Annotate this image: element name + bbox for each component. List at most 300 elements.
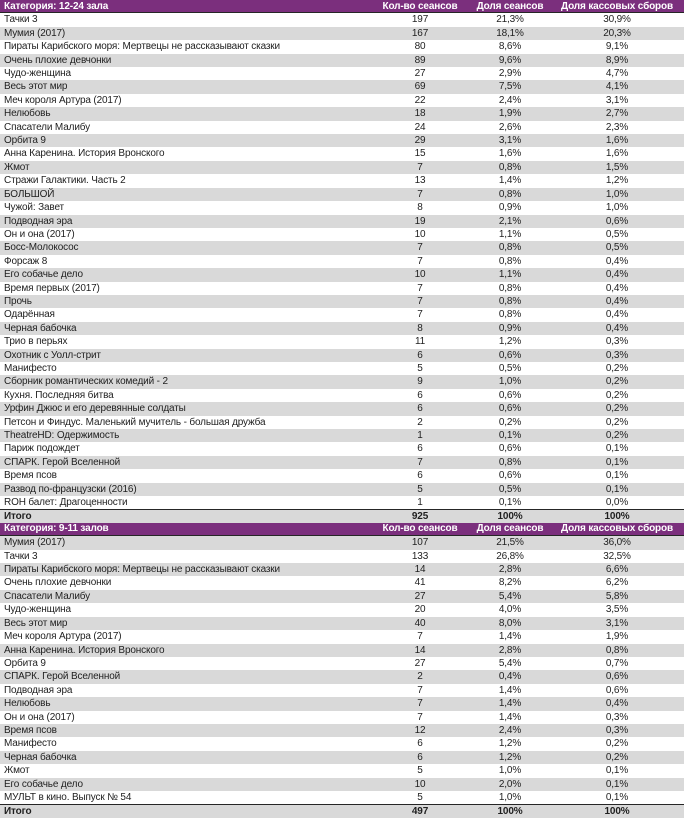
movie-row xyxy=(0,469,684,482)
sessions-share-cell: 1,1% xyxy=(498,269,522,281)
sessions-count-cell: 6 xyxy=(417,751,423,763)
movie-title-cell: Время псов xyxy=(4,724,57,736)
box-office-share-cell: 1,9% xyxy=(605,631,629,643)
sessions-share-cell: 1,0% xyxy=(498,376,522,388)
movie-title-cell: Черная бабочка xyxy=(4,322,77,334)
movie-row xyxy=(0,764,684,777)
box-office-share-cell: 30,9% xyxy=(603,14,631,26)
sessions-count-cell: 19 xyxy=(414,215,426,227)
box-office-share-cell: 0,2% xyxy=(605,416,629,428)
sessions-count-cell: 167 xyxy=(411,27,429,39)
movie-row xyxy=(0,442,684,455)
movie-row xyxy=(0,778,684,791)
movie-title-cell: Весь этот мир xyxy=(4,617,68,629)
sessions-count-cell: 133 xyxy=(411,550,429,562)
movie-title-cell: Жмот xyxy=(4,765,30,777)
movie-title-cell: Петсон и Финдус. Маленький мучитель - большая дружба xyxy=(4,416,266,428)
sessions-count-cell: 6 xyxy=(417,389,423,401)
box-office-share-cell: 0,1% xyxy=(605,456,629,468)
section-title: Категория: 12-24 зала xyxy=(4,0,109,12)
movie-row xyxy=(0,161,684,174)
movie-title-cell: Пираты Карибского моря: Мертвецы не рассказывают сказки xyxy=(4,564,280,576)
movie-row xyxy=(0,134,684,147)
movie-row xyxy=(0,657,684,670)
section-header-row xyxy=(0,0,684,13)
sessions-share-cell: 5,4% xyxy=(498,657,522,669)
sessions-count-cell: 6 xyxy=(417,738,423,750)
box-office-share-cell: 100% xyxy=(604,510,630,522)
movie-row xyxy=(0,188,684,201)
movie-row xyxy=(0,617,684,630)
box-office-share-cell: 5,8% xyxy=(605,590,629,602)
column-header-box-share: Доля кассовых сборов xyxy=(561,0,673,12)
movie-title-cell: Париж подождет xyxy=(4,443,80,455)
sessions-share-cell: 0,8% xyxy=(498,242,522,254)
box-office-share-cell: 36,0% xyxy=(603,537,631,549)
movie-title-cell: Орбита 9 xyxy=(4,135,46,147)
sessions-share-cell: 0,8% xyxy=(498,282,522,294)
sessions-count-cell: 9 xyxy=(417,376,423,388)
movie-row xyxy=(0,416,684,429)
box-office-share-cell: 2,3% xyxy=(605,121,629,133)
box-office-share-cell: 0,3% xyxy=(605,349,629,361)
movie-row xyxy=(0,483,684,496)
sessions-count-cell: 7 xyxy=(417,255,423,267)
movie-row xyxy=(0,282,684,295)
sessions-share-cell: 0,9% xyxy=(498,202,522,214)
movie-row xyxy=(0,362,684,375)
sessions-count-cell: 6 xyxy=(417,470,423,482)
sessions-count-cell: 10 xyxy=(414,778,426,790)
box-office-share-cell: 0,4% xyxy=(605,255,629,267)
sessions-count-cell: 14 xyxy=(414,564,426,576)
sessions-share-cell: 9,6% xyxy=(498,54,522,66)
movie-row xyxy=(0,94,684,107)
sessions-count-cell: 7 xyxy=(417,698,423,710)
sessions-count-cell: 6 xyxy=(417,443,423,455)
sessions-count-cell: 497 xyxy=(411,805,429,817)
movie-title-cell: Манифесто xyxy=(4,362,57,374)
movie-title-cell: Очень плохие девчонки xyxy=(4,54,112,66)
sessions-share-cell: 8,6% xyxy=(498,41,522,53)
box-office-share-cell: 6,2% xyxy=(605,577,629,589)
box-office-share-cell: 0,2% xyxy=(605,430,629,441)
movie-title-cell: Спасатели Малибу xyxy=(4,590,90,602)
movie-title-cell: Мумия (2017) xyxy=(4,27,66,39)
movie-title-cell: Итого xyxy=(4,805,32,817)
movie-title-cell: Манифесто xyxy=(4,738,57,750)
column-header-sessions: Кол-во сеансов xyxy=(382,0,458,12)
sessions-count-cell: 14 xyxy=(414,644,426,656)
sessions-share-cell: 100% xyxy=(497,510,523,522)
movie-title-cell: Меч короля Артура (2017) xyxy=(4,94,122,106)
box-office-share-cell: 0,4% xyxy=(605,295,629,307)
sessions-count-cell: 69 xyxy=(414,81,426,93)
sessions-count-cell: 22 xyxy=(414,94,426,106)
sessions-share-cell: 1,4% xyxy=(498,175,522,187)
sessions-count-cell: 40 xyxy=(414,617,426,629)
movie-title-cell: Тачки 3 xyxy=(4,550,38,562)
movie-row xyxy=(0,684,684,697)
movie-title-cell: ROH балет: Драгоценности xyxy=(4,497,128,509)
movie-row xyxy=(0,121,684,134)
sessions-share-cell: 1,4% xyxy=(498,711,522,723)
movie-row xyxy=(0,590,684,603)
sessions-count-cell: 2 xyxy=(417,416,423,428)
box-office-share-cell: 3,1% xyxy=(605,617,629,629)
sessions-share-cell: 0,6% xyxy=(498,349,522,361)
sessions-count-cell: 10 xyxy=(414,269,426,281)
sessions-count-cell: 15 xyxy=(414,148,426,160)
sessions-share-cell: 2,8% xyxy=(498,564,522,576)
movie-title-cell: Он и она (2017) xyxy=(4,228,75,240)
box-office-share-cell: 100% xyxy=(604,805,630,817)
movie-row xyxy=(0,603,684,616)
box-office-share-cell: 0,4% xyxy=(605,269,629,281)
sessions-count-cell: 197 xyxy=(411,14,429,26)
box-office-share-cell: 0,3% xyxy=(605,336,629,348)
box-office-share-cell: 4,7% xyxy=(605,68,629,80)
movie-title-cell: Форсаж 8 xyxy=(4,255,48,267)
movie-title-cell: МУЛЬТ в кино. Выпуск № 54 xyxy=(4,791,132,803)
movie-row xyxy=(0,563,684,576)
column-header-sessions-share: Доля сеансов xyxy=(476,0,544,12)
sessions-count-cell: 11 xyxy=(414,336,426,348)
movie-title-cell: Чудо-женщина xyxy=(4,604,71,616)
box-office-share-cell: 1,0% xyxy=(605,202,629,214)
box-office-share-cell: 0,3% xyxy=(605,724,629,736)
movie-title-cell: СПАРК. Герой Вселенной xyxy=(4,671,121,683)
sessions-share-cell: 21,3% xyxy=(496,14,524,26)
box-office-share-cell: 20,3% xyxy=(603,27,631,39)
movie-row xyxy=(0,27,684,40)
movie-row xyxy=(0,576,684,589)
sessions-count-cell: 18 xyxy=(414,108,426,120)
movie-row xyxy=(0,389,684,402)
movie-row xyxy=(0,241,684,254)
box-office-share-cell: 1,0% xyxy=(605,188,629,200)
box-office-share-cell: 1,6% xyxy=(605,135,629,147)
sessions-count-cell: 7 xyxy=(417,631,423,643)
movie-row xyxy=(0,711,684,724)
box-office-share-cell: 0,6% xyxy=(605,671,629,683)
movie-title-cell: Черная бабочка xyxy=(4,751,77,763)
box-office-share-cell: 9,1% xyxy=(605,41,629,53)
movie-title-cell: Стражи Галактики. Часть 2 xyxy=(4,175,126,187)
sessions-share-cell: 1,6% xyxy=(498,148,522,160)
movie-title-cell: Очень плохие девчонки xyxy=(4,577,112,589)
sessions-count-cell: 5 xyxy=(417,483,423,495)
movie-title-cell: Урфин Джюс и его деревянные солдаты xyxy=(4,403,186,415)
sessions-count-cell: 7 xyxy=(417,295,423,307)
box-office-share-cell: 0,2% xyxy=(605,751,629,763)
movie-title-cell: БОЛЬШОЙ xyxy=(4,188,55,200)
sessions-share-cell: 1,1% xyxy=(498,228,522,240)
movie-row xyxy=(0,550,684,563)
sessions-count-cell: 29 xyxy=(414,135,426,147)
box-office-share-cell: 6,6% xyxy=(605,564,629,576)
movie-row xyxy=(0,751,684,764)
movie-row xyxy=(0,13,684,26)
box-office-share-cell: 32,5% xyxy=(603,550,631,562)
box-office-share-cell: 0,4% xyxy=(605,698,629,710)
movie-title-cell: Охотник с Уолл-стрит xyxy=(4,349,101,361)
sessions-share-cell: 1,4% xyxy=(498,698,522,710)
sessions-count-cell: 925 xyxy=(411,510,429,522)
box-office-share-cell: 0,1% xyxy=(605,483,629,495)
total-row xyxy=(0,509,684,522)
movie-title-cell: Меч короля Артура (2017) xyxy=(4,631,122,643)
box-office-share-cell: 0,2% xyxy=(605,389,629,401)
movie-title-cell: TheatreHD: Одержимость xyxy=(4,430,120,441)
box-office-share-cell: 0,2% xyxy=(605,738,629,750)
sessions-count-cell: 7 xyxy=(417,711,423,723)
box-office-share-cell: 2,7% xyxy=(605,108,629,120)
movie-title-cell: Время первых (2017) xyxy=(4,282,100,294)
sessions-count-cell: 12 xyxy=(414,724,426,736)
box-office-share-cell: 0,2% xyxy=(605,362,629,374)
movie-row xyxy=(0,630,684,643)
movie-row xyxy=(0,429,684,442)
box-office-share-cell: 0,5% xyxy=(605,228,629,240)
sessions-count-cell: 5 xyxy=(417,765,423,777)
sessions-share-cell: 2,1% xyxy=(498,215,522,227)
movie-row xyxy=(0,308,684,321)
sessions-share-cell: 0,8% xyxy=(498,255,522,267)
sessions-share-cell: 1,4% xyxy=(498,684,522,696)
box-office-share-cell: 0,4% xyxy=(605,309,629,321)
sessions-share-cell: 0,1% xyxy=(498,497,522,509)
sessions-share-cell: 1,2% xyxy=(498,751,522,763)
section-header-row xyxy=(0,523,684,536)
sessions-count-cell: 7 xyxy=(417,309,423,321)
column-header-box-share: Доля кассовых сборов xyxy=(561,523,673,535)
sessions-share-cell: 1,4% xyxy=(498,631,522,643)
movie-row xyxy=(0,295,684,308)
sessions-count-cell: 27 xyxy=(414,590,426,602)
movie-row xyxy=(0,255,684,268)
movie-row xyxy=(0,228,684,241)
movie-row xyxy=(0,737,684,750)
movie-title-cell: Нелюбовь xyxy=(4,108,51,120)
sessions-share-cell: 7,5% xyxy=(498,81,522,93)
movie-row xyxy=(0,697,684,710)
sessions-share-cell: 8,0% xyxy=(498,617,522,629)
column-header-sessions: Кол-во сеансов xyxy=(382,523,458,535)
movie-title-cell: Босс-Молокосос xyxy=(4,242,79,254)
movie-title-cell: Его собачье дело xyxy=(4,269,83,281)
sessions-share-cell: 21,5% xyxy=(496,537,524,549)
movie-row xyxy=(0,536,684,549)
box-office-share-cell: 8,9% xyxy=(605,54,629,66)
box-office-share-cell: 0,6% xyxy=(605,684,629,696)
box-office-share-cell: 0,2% xyxy=(605,403,629,415)
sessions-share-cell: 2,8% xyxy=(498,644,522,656)
movie-title-cell: СПАРК. Герой Вселенной xyxy=(4,456,121,468)
box-office-share-cell: 0,7% xyxy=(605,657,629,669)
sessions-count-cell: 8 xyxy=(417,202,423,214)
sessions-count-cell: 2 xyxy=(417,671,423,683)
box-office-share-cell: 0,1% xyxy=(605,778,629,790)
box-office-share-cell: 0,6% xyxy=(605,215,629,227)
box-office-share-cell: 0,5% xyxy=(605,242,629,254)
movie-title-cell: Одарённая xyxy=(4,309,55,321)
movie-row xyxy=(0,268,684,281)
sessions-share-cell: 0,6% xyxy=(498,443,522,455)
movie-row xyxy=(0,724,684,737)
sessions-count-cell: 5 xyxy=(417,362,423,374)
movie-row xyxy=(0,644,684,657)
category-section xyxy=(0,523,684,818)
sessions-share-cell: 0,8% xyxy=(498,188,522,200)
sessions-share-cell: 0,8% xyxy=(498,456,522,468)
box-office-share-cell: 0,1% xyxy=(605,470,629,482)
box-office-share-cell: 0,1% xyxy=(605,791,629,803)
sessions-share-cell: 2,9% xyxy=(498,68,522,80)
movie-title-cell: Жмот xyxy=(4,161,30,173)
movie-row xyxy=(0,402,684,415)
movie-row xyxy=(0,67,684,80)
sessions-share-cell: 2,6% xyxy=(498,121,522,133)
sessions-count-cell: 1 xyxy=(417,497,423,509)
sessions-share-cell: 0,5% xyxy=(498,362,522,374)
sessions-count-cell: 7 xyxy=(417,456,423,468)
sessions-count-cell: 7 xyxy=(417,684,423,696)
sessions-share-cell: 0,5% xyxy=(498,483,522,495)
movie-title-cell: Чужой: Завет xyxy=(4,202,64,214)
sessions-share-cell: 2,4% xyxy=(498,724,522,736)
box-office-share-cell: 1,2% xyxy=(605,175,629,187)
box-office-share-cell: 3,1% xyxy=(605,94,629,106)
movie-title-cell: Трио в перьях xyxy=(4,336,68,348)
movie-title-cell: Подводная эра xyxy=(4,215,73,227)
movie-row xyxy=(0,215,684,228)
sessions-share-cell: 18,1% xyxy=(496,27,524,39)
movie-title-cell: Нелюбовь xyxy=(4,698,51,710)
sessions-count-cell: 27 xyxy=(414,68,426,80)
sessions-count-cell: 107 xyxy=(411,537,429,549)
movie-row xyxy=(0,335,684,348)
movie-title-cell: Весь этот мир xyxy=(4,81,68,93)
movie-title-cell: Прочь xyxy=(4,295,32,307)
movie-row xyxy=(0,322,684,335)
sessions-share-cell: 0,6% xyxy=(498,403,522,415)
movie-row xyxy=(0,456,684,469)
sessions-share-cell: 4,0% xyxy=(498,604,522,616)
movie-title-cell: Орбита 9 xyxy=(4,657,46,669)
sessions-share-cell: 0,1% xyxy=(498,430,522,441)
movie-row xyxy=(0,201,684,214)
column-header-sessions-share: Доля сеансов xyxy=(476,523,544,535)
movie-title-cell: Кухня. Последняя битва xyxy=(4,389,114,401)
sessions-share-cell: 1,9% xyxy=(498,108,522,120)
sessions-count-cell: 27 xyxy=(414,657,426,669)
box-office-share-cell: 1,6% xyxy=(605,148,629,160)
movie-title-cell: Тачки 3 xyxy=(4,14,38,26)
sessions-share-cell: 1,2% xyxy=(498,336,522,348)
sessions-count-cell: 8 xyxy=(417,322,423,334)
total-row xyxy=(0,804,684,817)
movie-title-cell: Спасатели Малибу xyxy=(4,121,90,133)
sessions-count-cell: 6 xyxy=(417,349,423,361)
box-office-share-cell: 0,4% xyxy=(605,282,629,294)
sessions-share-cell: 5,4% xyxy=(498,590,522,602)
sessions-count-cell: 5 xyxy=(417,791,423,803)
movie-title-cell: Развод по-французски (2016) xyxy=(4,483,137,495)
box-office-share-cell: 4,1% xyxy=(605,81,629,93)
movie-row xyxy=(0,80,684,93)
movie-row xyxy=(0,54,684,67)
sessions-share-cell: 1,0% xyxy=(498,765,522,777)
movie-row xyxy=(0,496,684,509)
movie-row xyxy=(0,349,684,362)
sessions-share-cell: 0,8% xyxy=(498,295,522,307)
movie-title-cell: Мумия (2017) xyxy=(4,537,66,549)
movie-row xyxy=(0,174,684,187)
movie-row xyxy=(0,40,684,53)
sessions-share-cell: 0,8% xyxy=(498,161,522,173)
box-office-share-cell: 0,3% xyxy=(605,711,629,723)
sessions-count-cell: 24 xyxy=(414,121,426,133)
movie-title-cell: Сборник романтических комедий - 2 xyxy=(4,376,168,388)
movie-title-cell: Анна Каренина. История Вронского xyxy=(4,148,165,160)
sessions-count-cell: 20 xyxy=(414,604,426,616)
sessions-share-cell: 0,2% xyxy=(498,416,522,428)
movie-title-cell: Он и она (2017) xyxy=(4,711,75,723)
movie-title-cell: Итого xyxy=(4,510,32,522)
sessions-share-cell: 0,4% xyxy=(498,671,522,683)
sessions-count-cell: 89 xyxy=(414,54,426,66)
sessions-share-cell: 0,8% xyxy=(498,309,522,321)
sessions-share-cell: 2,0% xyxy=(498,778,522,790)
sessions-share-cell: 3,1% xyxy=(498,135,522,147)
movie-title-cell: Чудо-женщина xyxy=(4,68,71,80)
movie-title-cell: Анна Каренина. История Вронского xyxy=(4,644,165,656)
sessions-share-cell: 100% xyxy=(497,805,523,817)
sessions-share-cell: 0,6% xyxy=(498,389,522,401)
sessions-count-cell: 6 xyxy=(417,403,423,415)
box-office-share-cell: 0,1% xyxy=(605,765,629,777)
box-office-share-cell: 3,5% xyxy=(605,604,629,616)
movie-title-cell: Время псов xyxy=(4,470,57,482)
sessions-share-cell: 0,6% xyxy=(498,470,522,482)
box-office-share-cell: 0,4% xyxy=(605,322,629,334)
sessions-share-cell: 0,9% xyxy=(498,322,522,334)
movie-row xyxy=(0,107,684,120)
box-office-share-cell: 0,1% xyxy=(605,443,629,455)
movie-row xyxy=(0,147,684,160)
sessions-count-cell: 41 xyxy=(414,577,426,589)
movie-title-cell: Пираты Карибского моря: Мертвецы не рассказывают сказки xyxy=(4,41,280,53)
sessions-count-cell: 80 xyxy=(414,41,426,53)
box-office-share-cell: 1,5% xyxy=(605,161,629,173)
movie-row xyxy=(0,791,684,804)
movie-row xyxy=(0,375,684,388)
sessions-count-cell: 7 xyxy=(417,282,423,294)
sessions-count-cell: 10 xyxy=(414,228,426,240)
sessions-count-cell: 7 xyxy=(417,188,423,200)
movie-row xyxy=(0,670,684,683)
sessions-share-cell: 1,0% xyxy=(498,791,522,803)
sessions-share-cell: 8,2% xyxy=(498,577,522,589)
section-title: Категория: 9-11 залов xyxy=(4,523,109,535)
sessions-share-cell: 1,2% xyxy=(498,738,522,750)
movie-title-cell: Его собачье дело xyxy=(4,778,83,790)
box-office-share-cell: 0,8% xyxy=(605,644,629,656)
sessions-share-cell: 2,4% xyxy=(498,94,522,106)
box-office-share-cell: 0,0% xyxy=(605,497,629,509)
sessions-count-cell: 7 xyxy=(417,161,423,173)
